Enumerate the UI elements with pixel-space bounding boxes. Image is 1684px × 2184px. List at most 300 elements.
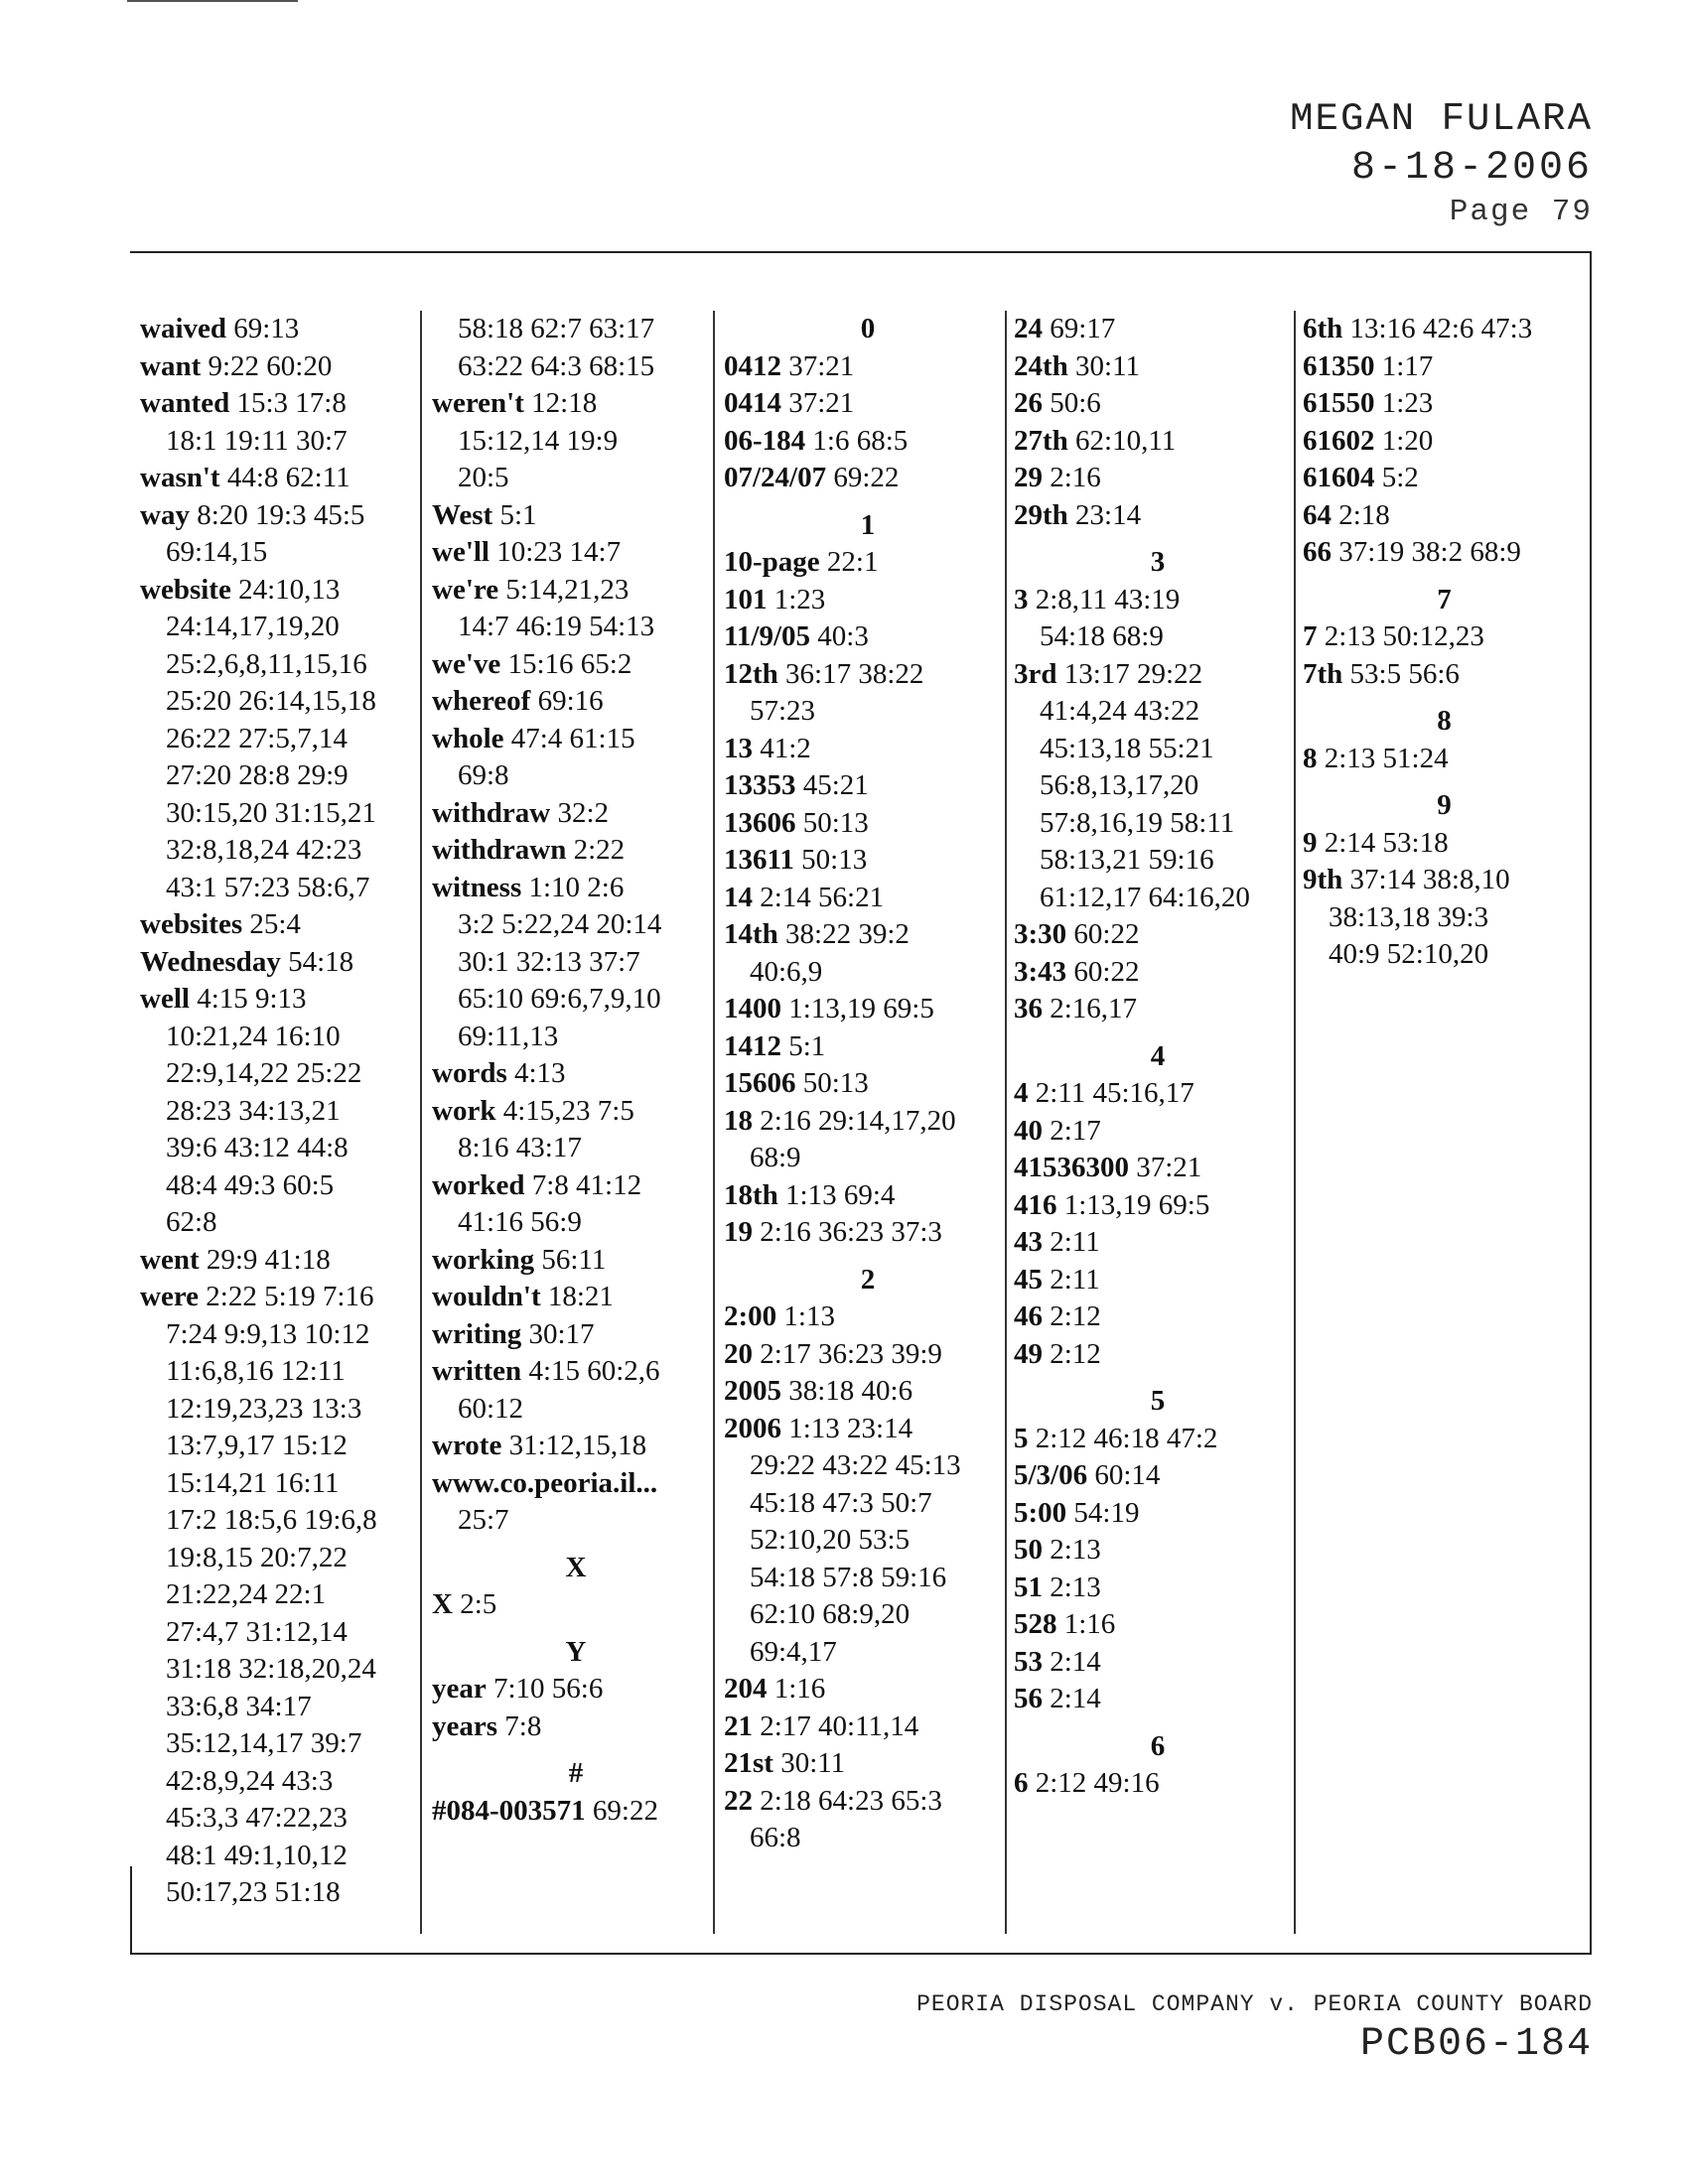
page-line-refs-continued: 28:23 34:13,21 xyxy=(166,1094,341,1127)
page-line-refs: 4:15 60:2,6 xyxy=(528,1355,660,1387)
page-line-refs-continued: 62:8 xyxy=(166,1206,217,1238)
page-line-refs-continued: 40:6,9 xyxy=(750,955,823,988)
page-line-refs: 1:13 69:4 xyxy=(785,1178,896,1211)
page-line-refs: 1:6 68:5 xyxy=(812,424,909,457)
index-entry xyxy=(432,1279,720,1316)
page-line-refs-continued: 41:16 56:9 xyxy=(458,1206,582,1238)
index-entry xyxy=(140,1242,428,1280)
page-line-refs: 1:13,19 69:5 xyxy=(1063,1188,1210,1221)
column-divider xyxy=(1294,311,1296,1934)
index-term: 13606 xyxy=(724,806,796,839)
page-line-refs: 2:12 49:16 xyxy=(1035,1767,1160,1799)
index-term: 204 xyxy=(724,1673,768,1705)
page-line-refs-continued: 24:14,17,19,20 xyxy=(166,611,340,642)
page-line-refs: 5:14,21,23 xyxy=(505,573,630,606)
index-term: we've xyxy=(432,647,501,680)
index-letter-heading: X xyxy=(565,1551,587,1583)
index-entry xyxy=(724,1177,1012,1215)
page-line-refs: 44:8 62:11 xyxy=(226,462,351,493)
index-entry xyxy=(1014,1532,1302,1570)
page-line-refs: 1:23 xyxy=(773,583,826,615)
page-line-refs: 54:18 xyxy=(288,945,354,978)
index-term: 10-page xyxy=(724,546,820,578)
page-line-refs-continued: 35:12,14,17 39:7 xyxy=(166,1727,362,1759)
index-term: 64 xyxy=(1303,498,1332,531)
index-entry xyxy=(432,534,720,572)
index-term: X xyxy=(432,1588,453,1620)
page-line-refs: 30:17 xyxy=(528,1317,595,1350)
index-entry xyxy=(724,1671,1012,1708)
index-entry xyxy=(432,1465,720,1540)
index-term: 40 xyxy=(1014,1114,1043,1147)
index-entry xyxy=(724,1411,1012,1672)
page-line-refs-continued: 3:2 5:22,24 20:14 xyxy=(458,908,662,940)
page-line-refs: 50:13 xyxy=(802,1067,869,1099)
page-line-refs: 2:5 xyxy=(460,1588,497,1620)
page-line-refs-continued: 30:1 32:13 37:7 xyxy=(458,945,640,978)
index-term: 06-184 xyxy=(724,424,806,457)
index-entry xyxy=(724,1214,1012,1252)
page-line-refs: 50:13 xyxy=(802,806,869,839)
index-term: 61604 xyxy=(1303,462,1375,493)
index-entry xyxy=(140,944,428,982)
page-line-refs-continued: 39:6 43:12 44:8 xyxy=(166,1132,349,1163)
index-entry xyxy=(724,991,1012,1028)
index-term: 46 xyxy=(1014,1300,1043,1332)
page-line-refs: 18:21 xyxy=(547,1281,614,1312)
page-header xyxy=(1290,93,1593,232)
page-line-refs: 60:22 xyxy=(1073,918,1140,950)
page-line-refs: 54:19 xyxy=(1073,1496,1140,1529)
index-term: 6th xyxy=(1303,313,1343,344)
page-line-refs-continued: 61:12,17 64:16,20 xyxy=(1040,881,1250,913)
index-entry xyxy=(1014,497,1302,535)
page-line-refs: 1:10 2:6 xyxy=(528,871,625,903)
index-entry xyxy=(432,1708,720,1746)
page-line-refs-continued: 57:23 xyxy=(750,695,816,727)
index-entry xyxy=(1014,656,1302,917)
index-entry xyxy=(140,981,428,1242)
index-entry xyxy=(724,880,1012,917)
index-entry xyxy=(1014,1298,1302,1336)
page-line-refs: 37:21 xyxy=(1136,1152,1202,1183)
index-entry xyxy=(1014,348,1302,386)
page-line-refs-continued: 57:8,16,19 58:11 xyxy=(1040,806,1235,839)
index-term: 29 xyxy=(1014,462,1043,493)
index-term: 22 xyxy=(724,1784,753,1817)
index-term: 4 xyxy=(1014,1077,1029,1109)
index-term: writing xyxy=(432,1317,522,1350)
index-term: worked xyxy=(432,1168,525,1201)
index-term: words xyxy=(432,1057,507,1089)
index-term: 15606 xyxy=(724,1067,796,1099)
index-term: 26 xyxy=(1014,387,1043,419)
index-entry xyxy=(1014,582,1302,656)
page-line-refs: 40:3 xyxy=(817,620,869,652)
page-line-refs: 37:21 xyxy=(788,349,855,382)
deposition-date: 8-18-2006 xyxy=(1350,146,1593,191)
index-entry xyxy=(724,1103,1012,1177)
index-term: 14th xyxy=(724,918,778,950)
page-line-refs-continued: 45:18 47:3 50:7 xyxy=(750,1486,932,1519)
page-line-refs-continued: 58:18 62:7 63:17 xyxy=(458,313,655,344)
page-line-refs: 60:22 xyxy=(1073,955,1140,988)
page-line-refs: 2:13 51:24 xyxy=(1324,742,1449,774)
page-line-refs: 38:18 40:6 xyxy=(788,1375,913,1407)
index-entry xyxy=(1014,1187,1302,1225)
case-caption: PEORIA DISPOSAL COMPANY v. PEORIA COUNTY BOARD xyxy=(916,1991,1593,2017)
index-entry xyxy=(724,618,1012,656)
index-entry xyxy=(1014,1113,1302,1151)
index-letter-heading: 1 xyxy=(860,508,876,541)
index-entry xyxy=(1303,348,1586,386)
page-line-refs-continued: 19:8,15 20:7,22 xyxy=(166,1541,348,1573)
index-term: 13 xyxy=(724,732,753,764)
index-term: 27th xyxy=(1014,424,1068,457)
index-entry xyxy=(1303,656,1586,694)
page-line-refs: 38:22 39:2 xyxy=(785,918,910,950)
index-term: 1412 xyxy=(724,1029,781,1062)
page-line-refs-continued: 69:14,15 xyxy=(166,536,268,568)
page-line-refs: 8:20 19:3 45:5 xyxy=(197,498,365,531)
page-line-refs: 41:2 xyxy=(760,732,811,764)
page-line-refs-continued: 45:3,3 47:22,23 xyxy=(166,1802,348,1834)
index-entry xyxy=(1303,385,1586,423)
page-line-refs-continued: 60:12 xyxy=(458,1392,524,1425)
index-term: were xyxy=(140,1281,200,1312)
page-line-refs-continued: 21:22,24 22:1 xyxy=(166,1578,327,1610)
page-line-refs-continued: 56:8,13,17,20 xyxy=(1040,769,1199,801)
page-line-refs-continued: 63:22 64:3 68:15 xyxy=(458,349,655,382)
index-entry xyxy=(724,842,1012,880)
index-term: 5 xyxy=(1014,1422,1029,1454)
index-entry xyxy=(432,721,720,795)
page-line-refs: 2:14 xyxy=(1050,1683,1101,1714)
page-line-refs-continued: 25:20 26:14,15,18 xyxy=(166,685,376,717)
page-line-refs: 56:11 xyxy=(541,1243,607,1276)
column-divider xyxy=(420,311,422,1934)
index-term: weren't xyxy=(432,387,524,419)
page-line-refs-continued: 32:8,18,24 42:23 xyxy=(166,834,362,866)
page-line-refs: 69:16 xyxy=(537,685,604,717)
page-line-refs-continued: 38:13,18 39:3 xyxy=(1329,900,1489,933)
page-line-refs-continued: 65:10 69:6,7,9,10 xyxy=(458,983,661,1015)
index-entry xyxy=(1303,741,1586,778)
page-line-refs-continued: 54:18 68:9 xyxy=(1040,620,1164,652)
index-term: 7th xyxy=(1303,657,1343,690)
page-line-refs: 62:10,11 xyxy=(1075,424,1177,457)
page-line-refs: 69:22 xyxy=(592,1794,658,1827)
index-entry xyxy=(432,1353,720,1428)
index-entry xyxy=(432,385,720,497)
page-line-refs-continued: 15:14,21 16:11 xyxy=(166,1466,340,1499)
index-term: 13611 xyxy=(724,844,794,876)
page-line-refs: 50:13 xyxy=(801,844,868,876)
page-line-refs: 2:18 64:23 65:3 xyxy=(760,1784,942,1817)
page-line-refs: 32:2 xyxy=(557,796,610,829)
index-term: 24th xyxy=(1014,349,1068,382)
page-line-refs-continued: 45:13,18 55:21 xyxy=(1040,732,1214,764)
page-line-refs: 37:21 xyxy=(788,387,855,419)
index-entry xyxy=(724,767,1012,805)
index-term: written xyxy=(432,1355,522,1387)
index-letter-heading: 3 xyxy=(1150,546,1166,578)
page-line-refs: 9:22 60:20 xyxy=(208,349,333,382)
page-line-refs: 31:12,15,18 xyxy=(508,1430,647,1461)
page-line-refs-continued: 48:4 49:3 60:5 xyxy=(166,1168,335,1201)
index-term: 18 xyxy=(724,1104,753,1137)
index-term: whole xyxy=(432,722,504,754)
index-entry xyxy=(1303,423,1586,461)
index-entry xyxy=(724,805,1012,843)
index-entry xyxy=(724,423,1012,461)
case-number: PCB06-184 xyxy=(1359,2022,1593,2067)
page-line-refs: 1:13 23:14 xyxy=(788,1412,913,1444)
page-line-refs: 1:23 xyxy=(1381,387,1434,419)
index-entry xyxy=(724,1065,1012,1103)
index-term: 61602 xyxy=(1303,424,1375,457)
index-entry xyxy=(432,1093,720,1167)
index-term: 3 xyxy=(1014,583,1029,615)
page-line-refs-continued: 33:6,8 34:17 xyxy=(166,1690,312,1722)
page-line-refs-continued: 17:2 18:5,6 19:6,8 xyxy=(166,1504,377,1536)
index-term: 13353 xyxy=(724,769,796,801)
page-line-refs: 2:12 46:18 47:2 xyxy=(1035,1422,1218,1454)
index-entry xyxy=(1014,1495,1302,1533)
index-term: 21st xyxy=(724,1747,773,1779)
index-entry xyxy=(432,1586,720,1624)
page-line-refs-continued: 58:13,21 59:16 xyxy=(1040,844,1214,876)
index-term: 12th xyxy=(724,657,778,690)
page-line-refs: 5:1 xyxy=(499,498,537,531)
top-rule xyxy=(127,0,298,2)
page-line-refs: 2:17 40:11,14 xyxy=(760,1709,919,1742)
index-entry xyxy=(432,646,720,684)
page-line-refs: 2:13 xyxy=(1050,1534,1101,1566)
index-term: 21 xyxy=(724,1709,753,1742)
index-letter-heading: 0 xyxy=(860,313,876,344)
page-line-refs: 2:14 xyxy=(1050,1645,1101,1678)
index-entry xyxy=(140,572,428,907)
index-term: 66 xyxy=(1303,536,1332,568)
page-line-refs-continued: 66:8 xyxy=(750,1822,801,1853)
index-letter-heading: 5 xyxy=(1150,1385,1166,1417)
index-letter-heading: 7 xyxy=(1437,583,1452,615)
index-entry xyxy=(1014,385,1302,423)
index-letter-heading: 2 xyxy=(860,1263,876,1296)
deponent-name: MEGAN FULARA xyxy=(1290,97,1593,141)
page-line-refs: 4:15 9:13 xyxy=(197,983,307,1015)
index-entry xyxy=(1014,1421,1302,1458)
page-line-refs: 2:11 45:16,17 xyxy=(1035,1077,1194,1109)
index-term: 101 xyxy=(724,583,768,615)
page-line-refs: 25:4 xyxy=(249,908,301,940)
page-line-refs xyxy=(664,1467,671,1499)
index-entry xyxy=(1303,460,1586,497)
page-line-refs: 2:17 36:23 39:9 xyxy=(760,1337,942,1370)
index-entry xyxy=(432,1167,720,1242)
index-term: website xyxy=(140,573,231,606)
index-entry xyxy=(1014,1224,1302,1262)
index-entry xyxy=(432,1242,720,1280)
index-entry xyxy=(140,348,428,386)
index-entry xyxy=(1303,311,1586,348)
page-line-refs: 2:22 5:19 7:16 xyxy=(206,1281,374,1312)
page-line-refs-continued: 29:22 43:22 45:13 xyxy=(750,1449,961,1481)
index-term: 29th xyxy=(1014,498,1068,531)
index-term: 1400 xyxy=(724,993,781,1024)
page-line-refs: 7:10 56:6 xyxy=(493,1673,604,1705)
page-line-refs-continued: 13:7,9,17 15:12 xyxy=(166,1430,348,1461)
page-line-refs: 69:13 xyxy=(233,313,300,344)
page-line-refs-continued: 69:11,13 xyxy=(458,1020,559,1052)
index-entry xyxy=(1014,311,1302,348)
index-term: we'll xyxy=(432,536,490,568)
index-term: 6 xyxy=(1014,1767,1029,1799)
page-line-refs: 1:20 xyxy=(1381,424,1434,457)
index-column-1 xyxy=(140,311,428,1934)
index-entry xyxy=(432,1793,720,1831)
page-line-refs: 1:13 xyxy=(783,1300,835,1332)
index-term: 11/9/05 xyxy=(724,620,811,652)
index-entry xyxy=(1014,423,1302,461)
index-term: 20 xyxy=(724,1337,753,1370)
index-entry xyxy=(1014,1336,1302,1374)
page-line-refs: 1:16 xyxy=(773,1673,826,1705)
index-term: 49 xyxy=(1014,1337,1043,1370)
index-term: 9 xyxy=(1303,826,1318,859)
index-entry xyxy=(724,385,1012,423)
index-term: whereof xyxy=(432,685,531,717)
page-line-refs: 2:14 56:21 xyxy=(760,881,885,913)
page-line-refs: 22:1 xyxy=(826,546,879,578)
index-term: 416 xyxy=(1014,1188,1057,1221)
index-term: withdraw xyxy=(432,796,551,829)
page-line-refs-continued: 7:24 9:9,13 10:12 xyxy=(166,1317,370,1350)
index-term: 14 xyxy=(724,881,753,913)
page-line-refs: 2:13 xyxy=(1050,1570,1101,1603)
index-term: wasn't xyxy=(140,462,220,493)
index-term: 2005 xyxy=(724,1375,781,1407)
page-line-refs-continued: 20:5 xyxy=(458,462,509,493)
index-entry xyxy=(1014,460,1302,497)
index-term: 19 xyxy=(724,1216,753,1248)
index-entry xyxy=(724,1373,1012,1411)
index-entry xyxy=(140,497,428,572)
page-line-refs: 37:14 38:8,10 xyxy=(1349,864,1510,895)
index-letter-heading: 9 xyxy=(1437,789,1452,821)
index-entry xyxy=(432,832,720,870)
page-line-refs: 13:17 29:22 xyxy=(1063,657,1203,690)
column-divider xyxy=(1005,311,1007,1934)
index-entry xyxy=(432,311,720,385)
index-term: 5/3/06 xyxy=(1014,1459,1088,1491)
index-term: 36 xyxy=(1014,993,1043,1024)
index-entry xyxy=(724,582,1012,619)
page-line-refs: 50:6 xyxy=(1050,387,1101,419)
index-entry xyxy=(432,1055,720,1093)
page-line-refs-continued: 14:7 46:19 54:13 xyxy=(458,611,655,642)
page-line-refs: 4:13 xyxy=(513,1057,566,1089)
index-entry xyxy=(1014,1262,1302,1299)
page-line-refs-continued: 68:9 xyxy=(750,1142,801,1173)
index-term: 50 xyxy=(1014,1534,1043,1566)
column-divider xyxy=(713,311,715,1934)
page-line-refs: 2:11 xyxy=(1050,1226,1100,1258)
index-term: wrote xyxy=(432,1430,502,1461)
page-line-refs: 7:8 41:12 xyxy=(531,1168,642,1201)
index-letter-heading: Y xyxy=(565,1635,587,1668)
page-line-refs-continued: 40:9 52:10,20 xyxy=(1329,938,1489,970)
index-entry xyxy=(432,870,720,1056)
index-entry xyxy=(724,1298,1012,1336)
index-entry xyxy=(1303,862,1586,974)
page-footer xyxy=(916,1987,1593,2069)
page-line-refs: 7:8 xyxy=(504,1709,542,1742)
page-line-refs: 36:17 38:22 xyxy=(785,657,924,690)
page-line-refs-continued: 48:1 49:1,10,12 xyxy=(166,1839,348,1871)
index-letter-heading: 8 xyxy=(1437,705,1452,737)
index-entry xyxy=(140,460,428,497)
page-line-refs: 2:17 xyxy=(1050,1114,1101,1147)
page-line-refs: 2:14 53:18 xyxy=(1324,826,1449,859)
index-term: #084-003571 xyxy=(432,1794,586,1827)
index-term: 53 xyxy=(1014,1645,1043,1678)
page-line-refs-continued: 22:9,14,22 25:22 xyxy=(166,1057,362,1089)
index-entry xyxy=(432,1671,720,1708)
page-line-refs-continued: 10:21,24 16:10 xyxy=(166,1020,341,1052)
page-line-refs: 2:13 50:12,23 xyxy=(1324,620,1484,652)
index-entry xyxy=(1014,916,1302,954)
index-entry xyxy=(1303,825,1586,863)
page-line-refs: 1:17 xyxy=(1381,349,1434,382)
index-term: wouldn't xyxy=(432,1281,541,1312)
index-entry xyxy=(724,731,1012,768)
index-entry xyxy=(724,1708,1012,1746)
index-entry xyxy=(140,385,428,460)
index-entry xyxy=(432,1428,720,1465)
index-entry xyxy=(724,916,1012,991)
index-entry xyxy=(1014,1075,1302,1113)
index-term: way xyxy=(140,498,190,531)
page-line-refs: 5:1 xyxy=(788,1029,826,1062)
index-term: 528 xyxy=(1014,1608,1057,1640)
page-line-refs-continued: 41:4,24 43:22 xyxy=(1040,695,1200,727)
page-line-refs-continued: 42:8,9,24 43:3 xyxy=(166,1764,334,1797)
index-term: we're xyxy=(432,573,499,606)
page-line-refs: 23:14 xyxy=(1075,498,1142,531)
page-line-refs-continued: 27:20 28:8 29:9 xyxy=(166,759,349,791)
index-entry xyxy=(432,497,720,535)
index-entry xyxy=(1303,534,1586,572)
index-term: witness xyxy=(432,871,522,903)
index-term: 61350 xyxy=(1303,349,1375,382)
page-line-refs: 2:12 xyxy=(1050,1337,1101,1370)
index-entry xyxy=(432,795,720,833)
page-line-refs-continued: 54:18 57:8 59:16 xyxy=(750,1561,947,1593)
index-term: 43 xyxy=(1014,1226,1043,1258)
index-letter-heading: # xyxy=(568,1757,584,1789)
page-line-refs-continued: 62:10 68:9,20 xyxy=(750,1598,911,1630)
index-entry xyxy=(724,460,1012,497)
index-entry xyxy=(140,906,428,944)
page-line-refs: 2:8,11 43:19 xyxy=(1035,583,1181,615)
index-entry xyxy=(724,348,1012,386)
index-term: websites xyxy=(140,908,243,940)
index-column-5 xyxy=(1303,311,1586,1934)
page-line-refs-continued: 26:22 27:5,7,14 xyxy=(166,722,348,754)
page-line-refs: 13:16 42:6 47:3 xyxy=(1349,313,1533,344)
